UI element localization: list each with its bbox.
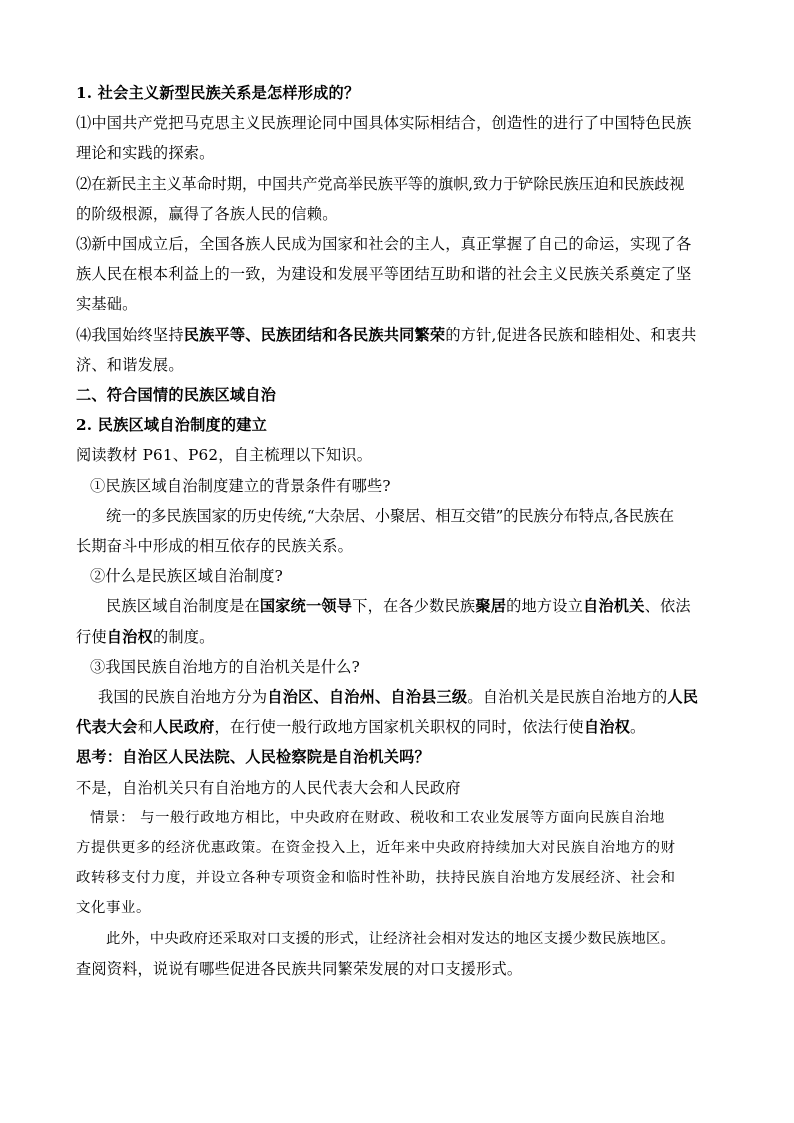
bold-run: 自治区、自治州、自治县三级: [267, 688, 468, 707]
scenario-line-2: 方提供更多的经济优惠政策。在资金投入上，近年来中央政府持续加大对民族自治地方的财: [76, 840, 676, 857]
q2-sub-2-answer-line-1: [76, 591, 716, 621]
q2-sub-1-question: ①民族区域自治制度建立的背景条件有哪些?: [90, 476, 391, 495]
think-question: 思考：自治区人民法院、人民检察院是自治机关吗？: [76, 748, 430, 767]
text-run: 的地方设立: [506, 597, 584, 616]
bold-run: 自治机关: [583, 597, 645, 616]
scenario-line-3: 政转移支付力度，并设立各种专项资金和临时性补助，扶持民族自治地方发展经济、社会和: [76, 870, 676, 887]
q1-point-4-prefix: ⑷我国始终坚持: [76, 325, 184, 344]
text-run: 民族区域自治制度是在: [106, 597, 260, 616]
q1-point-3-line-2: 族人民在根本利益上的一致，为建设和发展平等团结互助和谐的社会主义民族关系奠定了坚: [76, 265, 692, 284]
bold-run: 代表大会: [76, 718, 138, 737]
q1-point-3-line-3: 实基础。: [76, 295, 138, 314]
scenario-line-4: 文化事业。: [76, 900, 151, 917]
bold-run: 自治权: [583, 718, 630, 737]
q2-sub-2-question: ②什么是民族区域自治制度?: [90, 567, 283, 586]
bold-run: 自治权: [106, 627, 153, 646]
think-answer: 不是，自治机关只有自治地方的人民代表大会和人民政府: [76, 778, 461, 797]
question-1-title: 1. 社会主义新型民族关系是怎样形成的？: [76, 84, 360, 102]
section-2-title: 二、符合国情的民族区域自治: [76, 386, 277, 405]
q1-point-3-line-1: ⑶新中国成立后，全国各族人民成为国家和社会的主人，真正掌握了自己的命运，实现了各: [76, 235, 692, 254]
q1-point-4-line-2: 济、和谐发展。: [76, 355, 184, 374]
text-run: 的制度。: [152, 627, 215, 646]
bold-run: 人民政府: [152, 718, 215, 737]
text-run: ，在行使一般行政地方国家机关职权的同时，依法行使: [214, 718, 584, 737]
bold-run: 国家统一领导: [259, 597, 353, 616]
text-run: 行使: [76, 627, 107, 646]
bold-run: 聚居: [475, 597, 507, 616]
scenario-p2-line-1: 此外，中央政府还采取对口支援的形式，让经济社会相对发达的地区支援少数民族地区。: [106, 930, 676, 947]
q1-point-1-line-1: ⑴中国共产党把马克思主义民族理论同中国具体实际相结合，创造性的进行了中国特色民族: [76, 114, 692, 133]
q2-sub-1-answer-line-2: 长期奋斗中形成的相互依存的民族关系。: [76, 537, 353, 556]
q2-sub-3-answer-line-1: [76, 682, 716, 712]
q1-point-1-line-2: 理论和实践的探索。: [76, 144, 215, 163]
q2-intro: 阅读教材 P61、P62，自主梳理以下知识。: [76, 446, 373, 465]
text-run: 。自治机关是民族自治地方的: [467, 688, 668, 707]
text-run: 。: [630, 718, 646, 737]
q2-sub-2-answer-line-2: [76, 622, 716, 652]
q1-point-4-bold: 民族平等、民族团结和各民族共同繁荣: [183, 325, 446, 344]
q1-point-4-line-1: [76, 320, 716, 350]
document-page: [76, 78, 716, 984]
q2-sub-3-answer-line-2: [76, 712, 716, 742]
bold-run: 人民: [667, 688, 699, 707]
q2-sub-1-answer-line-1: 统一的多民族国家的历史传统,“大杂居、小聚居、相互交错”的民族分布特点,各民族在: [106, 506, 674, 525]
text-run: 、依法: [644, 597, 691, 616]
question-2-title: 2. 民族区域自治制度的建立: [76, 416, 268, 435]
scenario-line-1: 情景： 与一般行政地方相比，中央政府在财政、税收和工农业发展等方面向民族自治地: [90, 809, 665, 826]
q1-point-4-suffix: 的方针,促进各民族和睦相处、和衷共: [445, 325, 697, 344]
scenario-p2-line-2: 查阅资料，说说有哪些促进各民族共同繁荣发展的对口支援形式。: [76, 959, 523, 978]
text-run: 我国的民族自治地方分为: [98, 688, 268, 707]
q1-point-2-line-1: ⑵在新民主主义革命时期，中国共产党高举民族平等的旗帜,致力于铲除民族压迫和民族歧视: [76, 174, 685, 193]
text-run: 下，在各少数民族: [352, 597, 476, 616]
q2-sub-3-question: ③我国民族自治地方的自治机关是什么?: [90, 657, 360, 676]
q1-point-2-line-2: 的阶级根源，赢得了各族人民的信赖。: [76, 204, 338, 223]
text-run: 和: [137, 718, 153, 737]
